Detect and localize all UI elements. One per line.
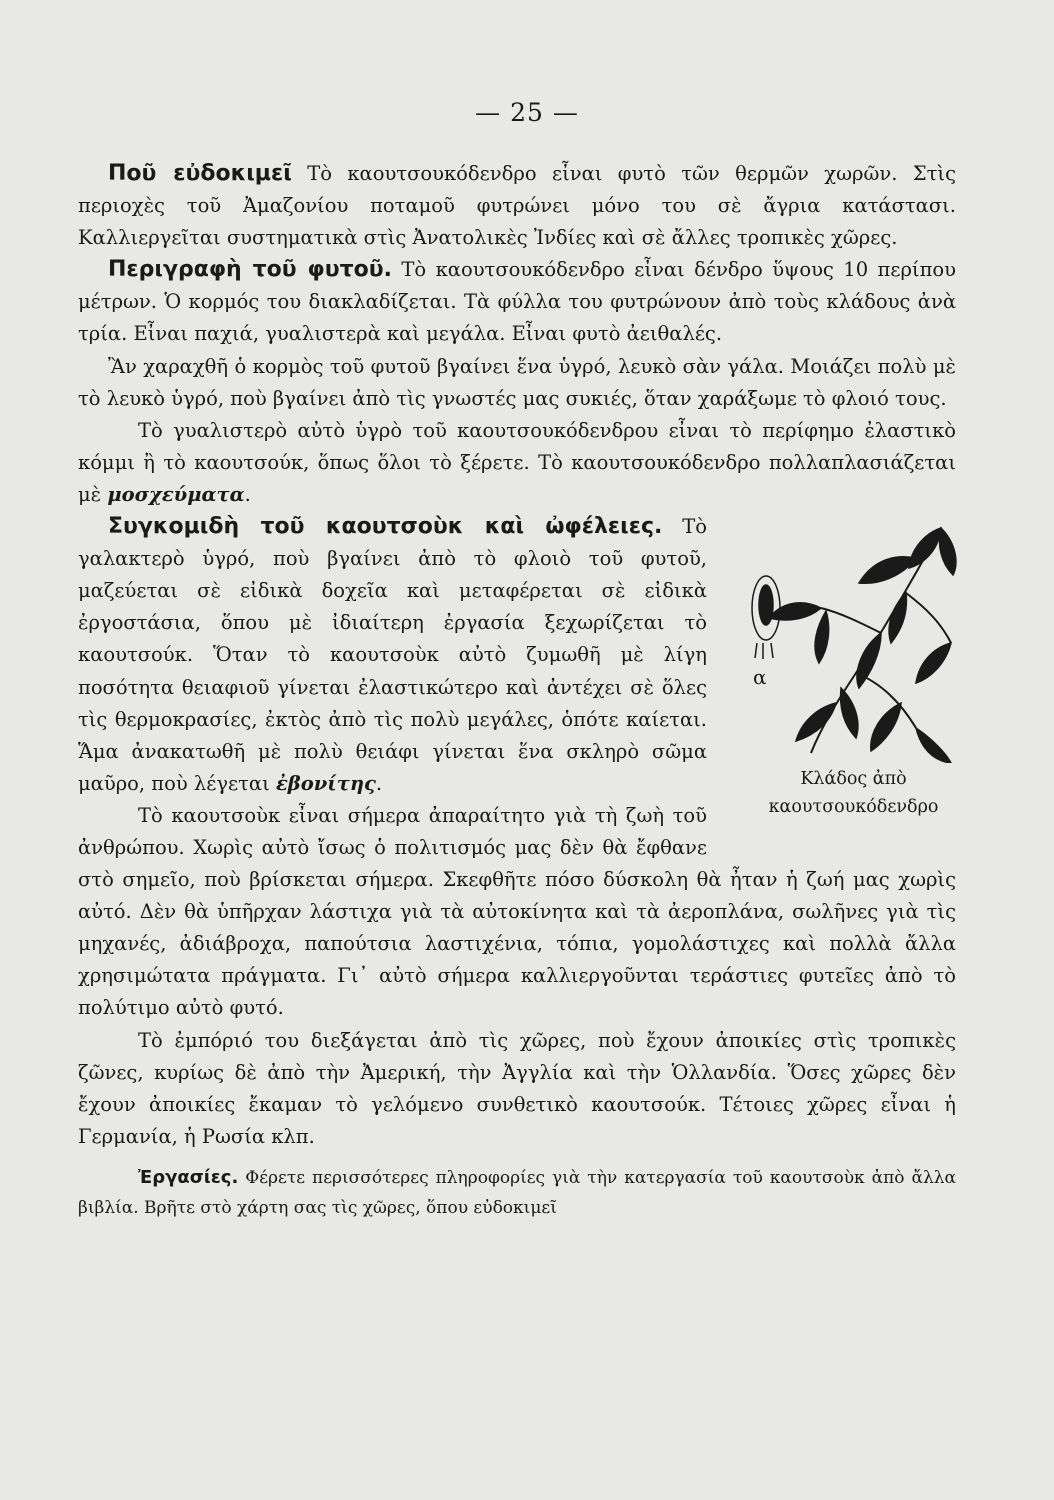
paragraph-where-it-thrives (78, 158, 956, 254)
text-rubber: Τὸ γυαλιστερὸ αὐτὸ ὑγρὸ τοῦ καουτσουκόδενδρου εἶναι τὸ περίφημο ἐλαστικὸ κόμμι ἢ τὸ καουτσούκ, ὅπως ὅλοι τὸ ξέρετε. Τὸ καουτσουκόδενδρο πολλαπλασιάζεται μὲ (78, 418, 956, 506)
text-where-it-thrives: Τὸ καουτσουκόδενδρο εἶναι φυτὸ τῶν θερμῶν χωρῶν. Στὶς περιοχὲς τοῦ Ἀμαζονίου ποταμοῦ φυτρώνει μόνο του σὲ ἄγρια κατάστασι. Καλλιεργεῖται συστηματικὰ στὶς Ἀνατολικὲς Ἰνδίες καὶ σὲ ἄλλες τροπικὲς χῶρες. (78, 162, 956, 250)
figure-caption-line1: Κλάδος ἀπὸ (800, 769, 907, 790)
rubber-branch-figure (731, 513, 976, 858)
figure-caption (731, 765, 976, 821)
heading-where-it-thrives: Ποῦ εὐδοκιμεῖ (108, 161, 292, 186)
heading-plant-description: Περιγραφὴ τοῦ φυτοῦ. (108, 257, 392, 283)
paragraph-rubber: Τὸ γυαλιστερὸ αὐτὸ ὑγρὸ τοῦ καουτσουκόδενδρου εἶναι τὸ περίφημο ἐλαστικὸ κόμμι ἢ τὸ καουτσούκ, ὅπως ὅλοι τὸ ξέρετε. Τὸ καουτσουκόδενδρο πολλαπλασιάζεται μὲ μοσχεύματα. (78, 418, 956, 506)
paragraph-plant-description (78, 254, 956, 350)
heading-harvest: Συγκομιδὴ τοῦ καουτσοὺκ καὶ ὠφέλειες. (108, 514, 663, 540)
term-cuttings: μοσχεύματα (107, 482, 245, 506)
page-content (78, 158, 956, 1223)
figure-label-a: α (753, 665, 767, 690)
text-harvest: Τὸ γαλακτερὸ ὑγρό, ποὺ βγαίνει ἀπὸ τὸ φλοιὸ τοῦ φυτοῦ, μαζεύεται σὲ εἰδικὰ δοχεῖα καὶ μεταφέρεται σὲ εἰδικὰ ἐργοστάσια, ὅπου μὲ ἰδιαίτερη ἐργασία ξεχωρίζεται τὸ καουτσούκ. Ὅταν τὸ καουτσοὺκ αὐτὸ ζυμωθῆ μὲ λίγη ποσότητα θειαφιοῦ γίνεται ἐλαστικώτερο καὶ ἀντέχει σὲ ὅλες τὶς θερμοκρασίες, ἐκτὸς ἀπὸ τὶς πολὺ μεγάλες, ὁπότε καίεται. Ἅμα ἀνακατωθῆ μὲ πολὺ θειάφι γίνεται ἕνα σκληρὸ σῶμα μαῦρο, ποὺ λέγεται (78, 515, 707, 795)
paragraph-latex: Ἂν χαραχθῆ ὁ κορμὸς τοῦ φυτοῦ βγαίνει ἕνα ὑγρό, λευκὸ σὰν γάλα. Μοιάζει πολὺ μὲ τὸ λευκὸ ὑγρό, ποὺ βγαίνει ἀπὸ τὶς γνωστές μας συκιές, ὅταν χαράξωμε τὸ φλοιό τους. (78, 354, 956, 410)
exercise-label: Ἐργασίες. (138, 1166, 239, 1188)
text-plant-description: Τὸ καουτσουκόδενδρο εἶναι δένδρο ὕψους 10 περίπου μέτρων. Ὁ κορμός του διακλαδίζεται. Τὰ φύλλα του φυτρώνουν ἀπὸ τοὺς κλάδους ἀνὰ τρία. Εἶναι παχιά, γυαλιστερὰ καὶ μεγάλα. Εἶναι φυτὸ ἀειθαλές. (78, 258, 956, 346)
exercise-text: Φέρετε περισσότερες πληροφορίες γιὰ τὴν κατεργασία τοῦ καουτσοὺκ ἀπὸ ἄλλα βιβλία. Βρῆτε στὸ χάρτη σας τὶς χῶρες, ὅπου εὐδοκιμεῖ (78, 1167, 956, 1218)
paragraph-trade: Τὸ ἐμπόριό του διεξάγεται ἀπὸ τὶς χῶρες, ποὺ ἔχουν ἀποικίες στὶς τροπικὲς ζῶνες, κυρίως δὲ ἀπὸ τὴν Ἀμερική, τὴν Ἀγγλία καὶ τὴν Ὁλλανδία. Ὅσες χῶρες δὲν ἔχουν ἀποικίες ἔκαμαν τὸ γελόμενο συνθετικὸ καουτσούκ. Τέτοιες χῶρες εἶναι ἡ Γερμανία, ἡ Ρωσία κλπ. (78, 1028, 956, 1148)
rubber-branch-illustration (741, 513, 966, 763)
figure-caption-line2: καουτσουκόδενδρο (768, 797, 939, 818)
term-ebonite: ἐβονίτης (275, 771, 376, 795)
paragraph-importance: Τὸ καουτσοὺκ εἶναι σήμερα ἀπαραίτητο γιὰ τὴ ζωὴ τοῦ ἀνθρώπου. Χωρὶς αὐτὸ ἴσως ὁ πολιτισμός μας δὲν θὰ ἔφθανε στὸ σημεῖο, ποὺ βρίσκεται σήμερα. Σκεφθῆτε πόσο δύσκολη θὰ ἦταν ἡ ζωή μας χωρὶς αὐτό. Δὲν θὰ ὑπῆρχαν λάστιχα γιὰ τὰ αὐτοκίνητα καὶ τὰ ἀεροπλάνα, σωλῆνες γιὰ τὶς μηχανές, ἀδιάβροχα, παπούτσια λαστιχένια, τόπια, γομολάστιχες καὶ πολλὰ ἄλλα χρησιμώτατα πράγματα. Γι᾽ αὐτὸ σήμερα καλλιεργοῦνται τεράστιες φυτεῖες ἀπὸ τὸ πολύτιμο αὐτὸ φυτό. (78, 803, 956, 1020)
paragraph-harvest: Συγκομιδὴ τοῦ καουτσοὺκ καὶ ὠφέλειες. Τὸ γαλακτερὸ ὑγρό, ποὺ βγαίνει ἀπὸ τὸ φλοιὸ τοῦ φυτοῦ, μαζεύεται σὲ εἰδικὰ δοχεῖα καὶ μεταφέρεται σὲ εἰδικὰ ἐργοστάσια, ὅπου μὲ ἰδιαίτερη ἐργασία ξεχωρίζεται τὸ καουτσούκ. Ὅταν τὸ καουτσοὺκ αὐτὸ ζυμωθῆ μὲ λίγη ποσότητα θειαφιοῦ γίνεται ἐλαστικώτερο καὶ ἀντέχει σὲ ὅλες τὶς θερμοκρασίες, ἐκτὸς ἀπὸ τὶς πολὺ μεγάλες, ὁπότε καίεται. Ἅμα ἀνακατωθῆ μὲ πολὺ θειάφι γίνεται ἕνα σκληρὸ σῶμα μαῦρο, ποὺ λέγεται ἐβονίτης. (78, 514, 707, 795)
page-number: — 25 — (475, 98, 579, 127)
paragraph-exercises (78, 1163, 956, 1223)
